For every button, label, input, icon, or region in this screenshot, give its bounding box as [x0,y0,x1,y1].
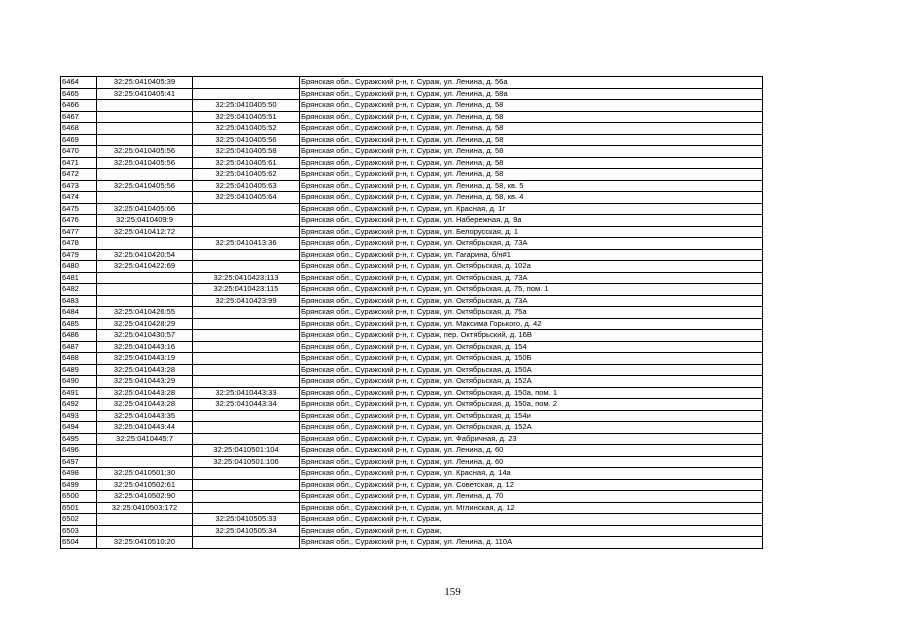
row-number-cell: 6470 [61,146,97,158]
object-cadastral-number-cell [193,318,300,330]
object-cadastral-number-cell: 32:25:0410413:36 [193,238,300,250]
row-number-cell: 6494 [61,422,97,434]
row-number-cell: 6502 [61,514,97,526]
row-number-cell: 6480 [61,261,97,273]
address-cell: Брянская обл., Суражский р-н, г. Сураж, ул. Ленина, д. 58 [300,100,763,112]
table-row [61,307,763,319]
table-row [61,77,763,89]
object-cadastral-number-cell [193,422,300,434]
parcel-cadastral-number-cell: 32:25:0410420:54 [97,249,193,261]
table-row [61,146,763,158]
address-cell: Брянская обл., Суражский р-н, г. Сураж, ул. Октябрьская, д. 154 [300,341,763,353]
object-cadastral-number-cell [193,433,300,445]
table-row [61,330,763,342]
parcel-cadastral-number-cell: 32:25:0410501:30 [97,468,193,480]
table-row [61,353,763,365]
address-cell: Брянская обл., Суражский р-н, г. Сураж, ул. Октябрьская, д. 150а, пом. 1 [300,387,763,399]
row-number-cell: 6488 [61,353,97,365]
table-row [61,134,763,146]
object-cadastral-number-cell [193,537,300,549]
parcel-cadastral-number-cell [97,514,193,526]
table-row [61,387,763,399]
object-cadastral-number-cell [193,491,300,503]
row-number-cell: 6482 [61,284,97,296]
table-row [61,169,763,181]
row-number-cell: 6475 [61,203,97,215]
address-cell: Брянская обл., Суражский р-н, г. Сураж, ул. Ленина, д. 56а [300,77,763,89]
table-row [61,88,763,100]
parcel-cadastral-number-cell [97,192,193,204]
row-number-cell: 6487 [61,341,97,353]
cadastral-table [60,76,763,549]
parcel-cadastral-number-cell: 32:25:0410422:69 [97,261,193,273]
row-number-cell: 6471 [61,157,97,169]
object-cadastral-number-cell [193,88,300,100]
object-cadastral-number-cell [193,249,300,261]
parcel-cadastral-number-cell: 32:25:0410405:66 [97,203,193,215]
parcel-cadastral-number-cell [97,284,193,296]
row-number-cell: 6495 [61,433,97,445]
address-cell: Брянская обл., Суражский р-н, г. Сураж, ул. Ленина, д. 60 [300,456,763,468]
parcel-cadastral-number-cell: 32:25:0410443:19 [97,353,193,365]
row-number-cell: 6481 [61,272,97,284]
row-number-cell: 6492 [61,399,97,411]
parcel-cadastral-number-cell: 32:25:0410405:56 [97,180,193,192]
table-row [61,238,763,250]
table-row [61,157,763,169]
object-cadastral-number-cell [193,364,300,376]
object-cadastral-number-cell: 32:25:0410423:113 [193,272,300,284]
parcel-cadastral-number-cell: 32:25:0410405:41 [97,88,193,100]
object-cadastral-number-cell: 32:25:0410405:50 [193,100,300,112]
row-number-cell: 6501 [61,502,97,514]
address-cell: Брянская обл., Суражский р-н, г. Сураж, ул. Ленина, д. 58 [300,157,763,169]
table-row [61,341,763,353]
address-cell: Брянская обл., Суражский р-н, г. Сураж, ул. Октябрьская, д. 150Б [300,353,763,365]
row-number-cell: 6478 [61,238,97,250]
table-row [61,376,763,388]
address-cell: Брянская обл., Суражский р-н, г. Сураж, ул. Ленина, д. 58 [300,134,763,146]
address-cell: Брянская обл., Суражский р-н, г. Сураж, ул. Октябрьская, д. 73А [300,238,763,250]
object-cadastral-number-cell: 32:25:0410443:34 [193,399,300,411]
parcel-cadastral-number-cell: 32:25:0410412:72 [97,226,193,238]
object-cadastral-number-cell [193,479,300,491]
parcel-cadastral-number-cell [97,525,193,537]
row-number-cell: 6479 [61,249,97,261]
table-row [61,261,763,273]
row-number-cell: 6503 [61,525,97,537]
table-row [61,364,763,376]
parcel-cadastral-number-cell [97,111,193,123]
parcel-cadastral-number-cell: 32:25:0410430:57 [97,330,193,342]
object-cadastral-number-cell [193,215,300,227]
row-number-cell: 6464 [61,77,97,89]
address-cell: Брянская обл., Суражский р-н, г. Сураж, ул. Октябрьская, д. 152А [300,376,763,388]
address-cell: Брянская обл., Суражский р-н, г. Сураж, ул. Советская, д. 12 [300,479,763,491]
object-cadastral-number-cell [193,410,300,422]
table-row [61,318,763,330]
object-cadastral-number-cell [193,226,300,238]
row-number-cell: 6489 [61,364,97,376]
row-number-cell: 6484 [61,307,97,319]
table-row [61,295,763,307]
object-cadastral-number-cell [193,261,300,273]
row-number-cell: 6490 [61,376,97,388]
object-cadastral-number-cell: 32:25:0410501:104 [193,445,300,457]
row-number-cell: 6496 [61,445,97,457]
address-cell: Брянская обл., Суражский р-н, г. Сураж, ул. Ленина, д. 58 [300,111,763,123]
address-cell: Брянская обл., Суражский р-н, г. Сураж, ул. Октябрьская, д. 75а [300,307,763,319]
table-row [61,491,763,503]
parcel-cadastral-number-cell [97,272,193,284]
row-number-cell: 6497 [61,456,97,468]
table-row [61,479,763,491]
row-number-cell: 6477 [61,226,97,238]
object-cadastral-number-cell: 32:25:0410505:33 [193,514,300,526]
row-number-cell: 6483 [61,295,97,307]
parcel-cadastral-number-cell: 32:25:0410443:28 [97,387,193,399]
object-cadastral-number-cell [193,468,300,480]
address-cell: Брянская обл., Суражский р-н, г. Сураж, ул. Максима Горького, д. 42 [300,318,763,330]
parcel-cadastral-number-cell [97,169,193,181]
address-cell: Брянская обл., Суражский р-н, г. Сураж, ул. Ленина, д. 58а [300,88,763,100]
parcel-cadastral-number-cell [97,445,193,457]
object-cadastral-number-cell [193,307,300,319]
parcel-cadastral-number-cell: 32:25:0410445:7 [97,433,193,445]
object-cadastral-number-cell: 32:25:0410405:56 [193,134,300,146]
table-row [61,445,763,457]
row-number-cell: 6472 [61,169,97,181]
table-row [61,203,763,215]
address-cell: Брянская обл., Суражский р-н, г. Сураж, ул. Ленина, д. 70 [300,491,763,503]
parcel-cadastral-number-cell: 32:25:0410405:56 [97,146,193,158]
address-cell: Брянская обл., Суражский р-н, г. Сураж, ул. Ленина, д. 110А [300,537,763,549]
table-row [61,284,763,296]
table-body [61,77,763,549]
parcel-cadastral-number-cell: 32:25:0410443:16 [97,341,193,353]
object-cadastral-number-cell [193,502,300,514]
row-number-cell: 6473 [61,180,97,192]
address-cell: Брянская обл., Суражский р-н, г. Сураж, ул. Ленина, д. 58 [300,123,763,135]
row-number-cell: 6499 [61,479,97,491]
object-cadastral-number-cell: 32:25:0410405:52 [193,123,300,135]
object-cadastral-number-cell: 32:25:0410501:106 [193,456,300,468]
object-cadastral-number-cell: 32:25:0410405:58 [193,146,300,158]
parcel-cadastral-number-cell [97,456,193,468]
parcel-cadastral-number-cell: 32:25:0410502:61 [97,479,193,491]
parcel-cadastral-number-cell: 32:25:0410443:35 [97,410,193,422]
row-number-cell: 6467 [61,111,97,123]
row-number-cell: 6491 [61,387,97,399]
address-cell: Брянская обл., Суражский р-н, г. Сураж, ул. Октябрьская, д. 75, пом. 1 [300,284,763,296]
table-row [61,249,763,261]
table-row [61,180,763,192]
table-row [61,111,763,123]
table-row [61,399,763,411]
table-row [61,502,763,514]
object-cadastral-number-cell: 32:25:0410423:99 [193,295,300,307]
parcel-cadastral-number-cell [97,295,193,307]
table-row [61,537,763,549]
address-cell: Брянская обл., Суражский р-н, г. Сураж, ул. Октябрьская, д. 154и [300,410,763,422]
parcel-cadastral-number-cell: 32:25:0410443:28 [97,399,193,411]
address-cell: Брянская обл., Суражский р-н, г. Сураж, ул. Октябрьская, д. 150а, пом. 2 [300,399,763,411]
parcel-cadastral-number-cell [97,238,193,250]
parcel-cadastral-number-cell: 32:25:0410426:55 [97,307,193,319]
row-number-cell: 6468 [61,123,97,135]
parcel-cadastral-number-cell: 32:25:0410443:28 [97,364,193,376]
address-cell: Брянская обл., Суражский р-н, г. Сураж, ул. Мглинская, д. 12 [300,502,763,514]
table-row [61,422,763,434]
address-cell: Брянская обл., Суражский р-н, г. Сураж, ул. Ленина, д. 58, кв. 4 [300,192,763,204]
address-cell: Брянская обл., Суражский р-н, г. Сураж, ул. Октябрьская, д. 73А [300,272,763,284]
parcel-cadastral-number-cell: 32:25:0410510:20 [97,537,193,549]
address-cell: Брянская обл., Суражский р-н, г. Сураж, [300,514,763,526]
parcel-cadastral-number-cell: 32:25:0410443:44 [97,422,193,434]
object-cadastral-number-cell: 32:25:0410405:63 [193,180,300,192]
object-cadastral-number-cell [193,341,300,353]
parcel-cadastral-number-cell: 32:25:0410409:9 [97,215,193,227]
parcel-cadastral-number-cell: 32:25:0410443:29 [97,376,193,388]
address-cell: Брянская обл., Суражский р-н, г. Сураж, ул. Ленина, д. 60 [300,445,763,457]
address-cell: Брянская обл., Суражский р-н, г. Сураж, ул. Белорусская, д. 1 [300,226,763,238]
address-cell: Брянская обл., Суражский р-н, г. Сураж, ул. Ленина, д. 58 [300,169,763,181]
object-cadastral-number-cell: 32:25:0410443:33 [193,387,300,399]
row-number-cell: 6465 [61,88,97,100]
object-cadastral-number-cell [193,77,300,89]
address-cell: Брянская обл., Суражский р-н, г. Сураж, ул. Красная, д. 1г [300,203,763,215]
table-row [61,226,763,238]
table-row [61,514,763,526]
table-row [61,456,763,468]
table-row [61,215,763,227]
row-number-cell: 6474 [61,192,97,204]
table-row [61,192,763,204]
table-row [61,433,763,445]
parcel-cadastral-number-cell: 32:25:0410405:56 [97,157,193,169]
address-cell: Брянская обл., Суражский р-н, г. Сураж, ул. Ленина, д. 58, кв. 5 [300,180,763,192]
table-row [61,123,763,135]
address-cell: Брянская обл., Суражский р-н, г. Сураж, ул. Октябрьская, д. 102а [300,261,763,273]
row-number-cell: 6493 [61,410,97,422]
row-number-cell: 6466 [61,100,97,112]
address-cell: Брянская обл., Суражский р-н, г. Сураж, пер. Октябрьский, д. 16В [300,330,763,342]
row-number-cell: 6486 [61,330,97,342]
table-row [61,272,763,284]
object-cadastral-number-cell [193,203,300,215]
parcel-cadastral-number-cell [97,134,193,146]
object-cadastral-number-cell [193,353,300,365]
table-row [61,525,763,537]
object-cadastral-number-cell: 32:25:0410423:115 [193,284,300,296]
object-cadastral-number-cell [193,330,300,342]
parcel-cadastral-number-cell: 32:25:0410503:172 [97,502,193,514]
parcel-cadastral-number-cell: 32:25:0410405:39 [97,77,193,89]
parcel-cadastral-number-cell: 32:25:0410428:29 [97,318,193,330]
object-cadastral-number-cell [193,376,300,388]
object-cadastral-number-cell: 32:25:0410405:51 [193,111,300,123]
row-number-cell: 6476 [61,215,97,227]
table-row [61,410,763,422]
parcel-cadastral-number-cell [97,123,193,135]
address-cell: Брянская обл., Суражский р-н, г. Сураж, ул. Фабричная, д. 23 [300,433,763,445]
object-cadastral-number-cell: 32:25:0410505:34 [193,525,300,537]
address-cell: Брянская обл., Суражский р-н, г. Сураж, [300,525,763,537]
address-cell: Брянская обл., Суражский р-н, г. Сураж, ул. Октябрьская, д. 73А [300,295,763,307]
address-cell: Брянская обл., Суражский р-н, г. Сураж, ул. Октябрьская, д. 150А [300,364,763,376]
object-cadastral-number-cell: 32:25:0410405:61 [193,157,300,169]
object-cadastral-number-cell: 32:25:0410405:64 [193,192,300,204]
address-cell: Брянская обл., Суражский р-н, г. Сураж, ул. Красная, д. 14а [300,468,763,480]
address-cell: Брянская обл., Суражский р-н, г. Сураж, ул. Гагарина, б/н#1 [300,249,763,261]
row-number-cell: 6498 [61,468,97,480]
table-row [61,100,763,112]
parcel-cadastral-number-cell: 32:25:0410502:90 [97,491,193,503]
table-row [61,468,763,480]
parcel-cadastral-number-cell [97,100,193,112]
object-cadastral-number-cell: 32:25:0410405:62 [193,169,300,181]
address-cell: Брянская обл., Суражский р-н, г. Сураж, ул. Октябрьская, д. 152А [300,422,763,434]
page-number: 159 [444,586,461,598]
row-number-cell: 6504 [61,537,97,549]
row-number-cell: 6485 [61,318,97,330]
address-cell: Брянская обл., Суражский р-н, г. Сураж, ул. Набережная, д. 9а [300,215,763,227]
address-cell: Брянская обл., Суражский р-н, г. Сураж, ул. Ленина, д. 58 [300,146,763,158]
row-number-cell: 6469 [61,134,97,146]
row-number-cell: 6500 [61,491,97,503]
